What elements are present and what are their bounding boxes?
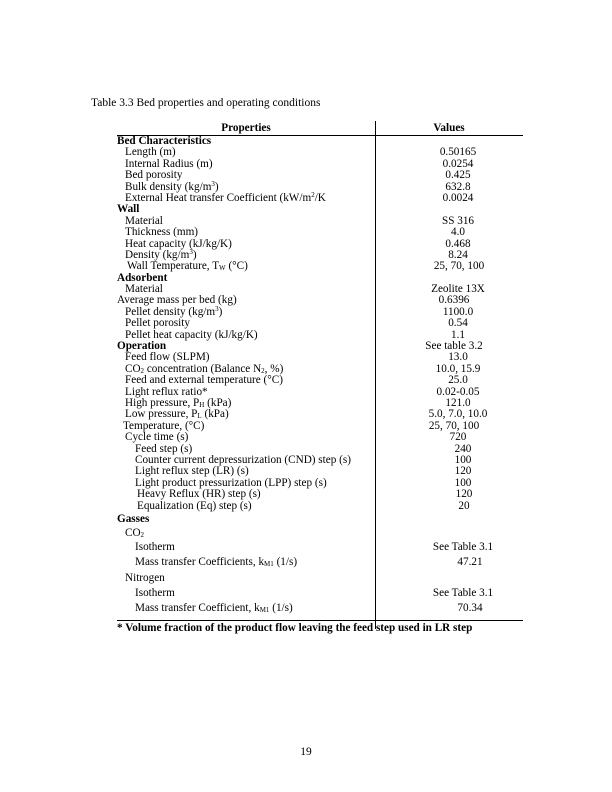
property-value: 0.6396 (438, 294, 470, 307)
page-number: 19 (300, 746, 312, 758)
table-row (117, 190, 523, 204)
column-divider (375, 121, 376, 629)
property-label: Density $(kg/m^3)$ (125, 247, 197, 261)
table-row (117, 375, 523, 386)
table-header (117, 121, 523, 136)
property-label: Pellet porosity (125, 317, 190, 330)
table-row (117, 432, 523, 443)
property-label: Isotherm (135, 587, 175, 600)
property-value: 0.425 (445, 169, 471, 182)
table-row (117, 571, 523, 586)
property-label: Feed flow (SLPM) (125, 351, 210, 364)
table-footnote: * Volume fraction of the product flow leaving the feed step used in LR step (117, 621, 473, 634)
group-label: Gasses (117, 512, 150, 525)
property-value: 47.21 (457, 556, 483, 569)
property-value: See table 3.2 (425, 340, 483, 353)
property-label: Thickness (mm) (125, 226, 199, 239)
table-row (117, 526, 523, 540)
property-label: $CO_2$ (125, 526, 145, 539)
property-label: Low pressure, $P_L$ (kPa) (125, 408, 229, 421)
property-value: 70.34 (457, 602, 483, 615)
property-label: Heat capacity (kJ/kg/K) (125, 237, 232, 250)
group-label: Adsorbent (117, 271, 168, 284)
table-row (117, 318, 523, 329)
property-label: Equalization (Eq) step (s) (137, 499, 252, 512)
property-label: Light reflux ratio* (125, 385, 208, 398)
property-value: SS 316 (441, 214, 475, 227)
property-label: Feed step (s) (135, 442, 193, 455)
property-value: 0.54 (448, 317, 468, 330)
property-value: 120 (454, 465, 472, 478)
property-label: Heavy Reflux (HR) step (s) (137, 488, 261, 501)
property-value: 8.24 (448, 248, 468, 261)
property-label: Feed and external temperature (°C) (125, 374, 283, 387)
property-label: Wall Temperature, $T_W$ (°C) (127, 260, 248, 273)
table-row (117, 501, 523, 512)
property-label: Cycle time (s) (125, 431, 189, 444)
property-value: 5.0, 7.0, 10.0 (428, 408, 488, 421)
group-label: Wall (117, 203, 140, 216)
table-row (117, 586, 523, 601)
property-value: 25, 70, 100 (433, 260, 485, 273)
property-value: See Table 3.1 (432, 587, 494, 600)
header-properties: Properties (221, 122, 271, 134)
property-label: Light product pressurization (LPP) step (s) (135, 476, 327, 489)
table-row (117, 261, 523, 272)
property-value: 0.0254 (442, 157, 474, 170)
property-label: Mass transfer Coefficients, $k_{M1}$ (1/s) (135, 556, 298, 569)
property-value: 25, 70, 100 (428, 419, 480, 432)
property-value: 632.8 (445, 180, 471, 193)
property-label: Pellet density $(kg/m^3)$ (125, 304, 223, 318)
property-label: Length (m) (125, 146, 176, 159)
property-value: See Table 3.1 (432, 540, 494, 553)
header-values: Values (433, 122, 465, 134)
table-row (117, 227, 523, 238)
group-label: Bed Characteristics (117, 135, 212, 147)
property-label: High pressure, $P_H$ (kPa) (125, 396, 232, 409)
property-value: 0.468 (445, 237, 471, 250)
property-label: Internal Radius (m) (125, 157, 213, 170)
property-value: 100 (454, 453, 472, 466)
property-value: 13.0 (448, 351, 468, 364)
property-label: Bed porosity (125, 169, 183, 182)
property-value: 0.0024 (442, 191, 474, 204)
property-value: 120 (455, 488, 473, 501)
table-row (117, 601, 523, 616)
property-value: 720 (449, 431, 467, 444)
group-label: Operation (117, 340, 167, 353)
bed-properties-table (117, 121, 523, 635)
property-label: Material (125, 283, 163, 296)
property-value: 25.0 (448, 374, 468, 387)
property-value: 121.0 (445, 396, 471, 409)
property-value: 20 (458, 499, 470, 512)
property-value: Zeolite 13X (431, 283, 485, 296)
property-value: 240 (454, 442, 472, 455)
property-label: $CO_2$ concentration (Balance $N_2$, %) (125, 362, 284, 375)
property-value: 0.02-0.05 (436, 385, 480, 398)
table-row (117, 489, 523, 500)
property-label: Pellet heat capacity (kJ/kg/K) (125, 328, 258, 341)
table-caption: Table 3.3 Bed properties and operating conditions (91, 97, 321, 109)
property-value: 0.50165 (439, 146, 477, 159)
property-label: Counter current depressurization (CND) step (s) (135, 453, 351, 466)
property-label: Isotherm (135, 540, 175, 553)
property-value: 1.1 (451, 328, 465, 341)
property-label: Mass transfer Coefficient, $k_{M1}$ (1/s) (135, 602, 293, 615)
property-value: 1100.0 (442, 305, 474, 318)
property-label: External Heat transfer Coefficient ($kW/m^2/K$ (125, 190, 326, 204)
property-label: Bulk density $(kg/m^3)$ (125, 179, 219, 193)
property-label: Light reflux step (LR) (s) (135, 465, 249, 478)
property-label: Temperature, (°C) (123, 419, 205, 432)
property-value: 4.0 (451, 226, 465, 239)
property-label: Nitrogen (125, 571, 165, 584)
table-row (117, 540, 523, 555)
property-value: 100 (454, 476, 472, 489)
property-label: Average mass per bed (kg) (117, 294, 237, 307)
table-row (117, 555, 523, 570)
table-row (117, 466, 523, 477)
group-gasses (117, 512, 523, 526)
property-value: 10.0, 15.9 (435, 362, 481, 375)
property-label: Material (125, 214, 163, 227)
